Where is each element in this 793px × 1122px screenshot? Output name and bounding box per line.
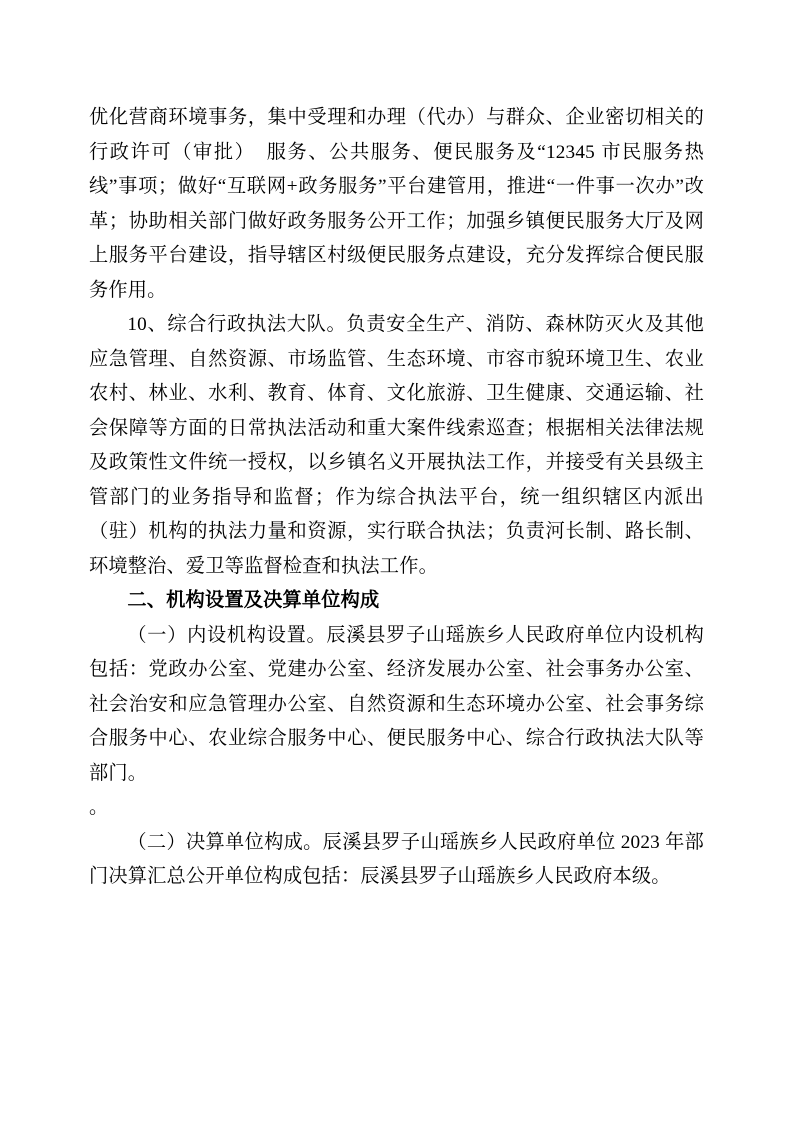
paragraph-continuation-business-services: 优化营商环境事务，集中受理和办理（代办）与群众、企业密切相关的行政许可（审批） 服务、公共服务、便民服务及“12345 市民服务热线”事项；做好“互联网+政务服务”平台建管用，推进“一件事一次办”改革；协助相关部门做好政务服务公开工作；加强乡镇便民服务大厅及网上服务平台建设，指导辖区村级便民服务点建设，充分发挥综合便民服务作用。 (89, 107, 704, 301)
section-heading-org-structure: 二、机构设置及决算单位构成 (127, 590, 380, 611)
paragraph-stray-period: 。 (89, 797, 109, 818)
paragraph-item-10-enforcement-brigade: 10、综合行政执法大队。负责安全生产、消防、森林防灭火及其他应急管理、自然资源、市场监管、生态环境、市容市貌环境卫生、农业农村、林业、水利、教育、体育、文化旅游、卫生健康、交通运输、社会保障等方面的日常执法活动和重大案件线索巡查；根据相关法律法规及政策性文件统一授权，以乡镇名义开展执法工作，并接受有关县级主管部门的业务指导和监督；作为综合执法平台，统一组织辖区内派出（驻）机构的执法力量和资源，实行联合执法；负责河长制、路长制、环境整治、爱卫等监督检查和执法工作。 (89, 314, 704, 577)
paragraph-sub-item-1-internal-org: （一）内设机构设置。辰溪县罗子山瑶族乡人民政府单位内设机构包括：党政办公室、党建办公室、经济发展办公室、社会事务办公室、社会治安和应急管理办公室、自然资源和生态环境办公室、社会事务综合服务中心、农业综合服务中心、便民服务中心、综合行政执法大队等部门。 (89, 624, 704, 784)
paragraph-sub-item-2-unit-composition: （二）决算单位构成。辰溪县罗子山瑶族乡人民政府单位 2023 年部门决算汇总公开单位构成包括：辰溪县罗子山瑶族乡人民政府本级。 (89, 831, 704, 887)
